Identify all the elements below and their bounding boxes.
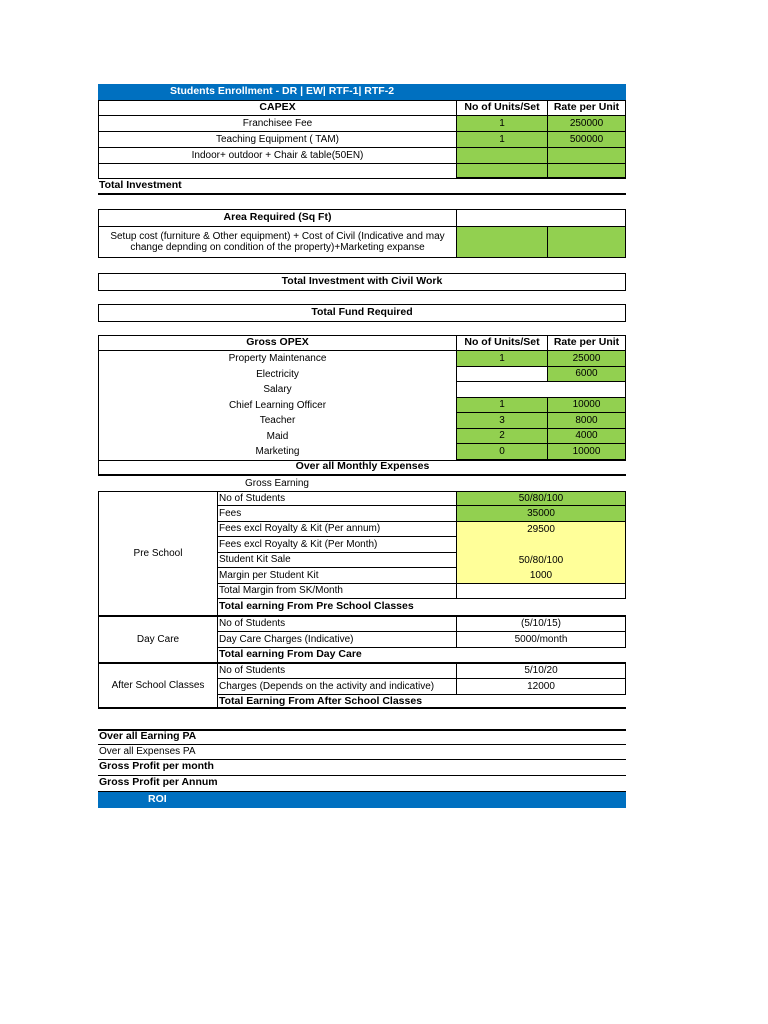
opex-rate[interactable]: 25000 bbox=[547, 351, 626, 367]
preschool-total-label: Total earning From Pre School Classes bbox=[217, 599, 626, 615]
opex-units[interactable]: 3 bbox=[456, 413, 547, 429]
opex-row bbox=[98, 351, 626, 367]
preschool-row-label: No of Students bbox=[217, 491, 456, 507]
preschool-row-value[interactable]: 1000 bbox=[456, 568, 626, 584]
preschool-row bbox=[217, 568, 626, 584]
capex-header-row bbox=[98, 100, 626, 116]
preschool-label: Pre School bbox=[98, 491, 217, 615]
capex-label: Franchisee Fee bbox=[98, 116, 456, 132]
total-investment-row bbox=[98, 178, 626, 195]
opex-row bbox=[98, 413, 626, 429]
afterschool-total-label: Total Earning From After School Classes bbox=[217, 695, 626, 709]
daycare-row bbox=[217, 617, 626, 633]
setup-cost-rate[interactable] bbox=[547, 227, 626, 258]
civil-row bbox=[98, 273, 626, 291]
capex-units[interactable] bbox=[456, 164, 547, 178]
preschool-row-value[interactable]: 50/80/100 bbox=[456, 491, 626, 507]
area-row bbox=[98, 209, 626, 227]
daycare-total-label: Total earning From Day Care bbox=[217, 648, 626, 662]
opex-label: Marketing bbox=[98, 444, 456, 460]
preschool-row-label: Margin per Student Kit bbox=[217, 568, 456, 584]
capex-rate-header: Rate per Unit bbox=[547, 100, 626, 116]
fund-label: Total Fund Required bbox=[98, 304, 626, 322]
afterschool-row-value[interactable]: 12000 bbox=[456, 679, 626, 695]
capex-row bbox=[98, 164, 626, 178]
gp-month-row bbox=[98, 760, 626, 776]
monthly-expenses-row bbox=[98, 460, 626, 476]
daycare-row-value[interactable]: (5/10/15) bbox=[456, 617, 626, 633]
afterschool-row bbox=[217, 679, 626, 695]
opex-units-header: No of Units/Set bbox=[456, 335, 547, 351]
preschool-row-label: Fees bbox=[217, 506, 456, 522]
preschool-row-label: Fees excl Royalty & Kit (Per Month) bbox=[217, 537, 456, 553]
roi-label: ROI bbox=[98, 792, 626, 808]
daycare-row bbox=[217, 632, 626, 648]
fund-row bbox=[98, 304, 626, 322]
sheet-title: Students Enrollment - DR | EW| RTF-1| RTF-2 bbox=[98, 84, 626, 100]
opex-units[interactable] bbox=[456, 367, 547, 383]
opex-units[interactable] bbox=[456, 382, 626, 398]
capex-rate[interactable]: 250000 bbox=[547, 116, 626, 132]
capex-title: CAPEX bbox=[98, 100, 456, 116]
daycare-total-row bbox=[217, 648, 626, 662]
opex-row bbox=[98, 398, 626, 414]
opex-label: Salary bbox=[98, 382, 456, 398]
capex-row bbox=[98, 148, 626, 164]
area-title: Area Required (Sq Ft) bbox=[98, 209, 456, 227]
preschool-row bbox=[217, 522, 626, 538]
afterschool-row bbox=[217, 664, 626, 680]
total-investment-label: Total Investment bbox=[98, 178, 626, 195]
opex-label: Property Maintenance bbox=[98, 351, 456, 367]
capex-rate[interactable] bbox=[547, 164, 626, 178]
opex-label: Teacher bbox=[98, 413, 456, 429]
capex-label bbox=[98, 164, 456, 178]
preschool-block bbox=[98, 491, 626, 615]
summary-earning-label: Over all Earning PA bbox=[98, 729, 626, 745]
afterschool-label: After School Classes bbox=[98, 664, 217, 707]
capex-label: Teaching Equipment ( TAM) bbox=[98, 132, 456, 148]
opex-units[interactable]: 1 bbox=[456, 351, 547, 367]
daycare-label: Day Care bbox=[98, 617, 217, 662]
preschool-row-label: Student Kit Sale bbox=[217, 553, 456, 569]
capex-units-header: No of Units/Set bbox=[456, 100, 547, 116]
setup-cost-line2: change depnding on condition of the property)+Marketing expanse bbox=[130, 242, 425, 253]
header-row bbox=[98, 84, 626, 100]
preschool-row-value[interactable] bbox=[456, 537, 626, 553]
opex-row bbox=[98, 382, 626, 398]
opex-rate[interactable]: 4000 bbox=[547, 429, 626, 445]
capex-label: Indoor+ outdoor + Chair & table(50EN) bbox=[98, 148, 456, 164]
preschool-row bbox=[217, 491, 626, 507]
opex-label: Maid bbox=[98, 429, 456, 445]
preschool-row-value[interactable] bbox=[456, 584, 626, 600]
afterschool-rows bbox=[217, 664, 626, 709]
daycare-rows bbox=[217, 617, 626, 662]
gp-month-label: Gross Profit per month bbox=[98, 760, 626, 776]
opex-rate[interactable]: 8000 bbox=[547, 413, 626, 429]
opex-rate[interactable]: 10000 bbox=[547, 444, 626, 460]
summary-expenses-label: Over all Expenses PA bbox=[98, 745, 626, 760]
opex-units[interactable]: 2 bbox=[456, 429, 547, 445]
opex-rate[interactable]: 10000 bbox=[547, 398, 626, 414]
capex-rate[interactable] bbox=[547, 148, 626, 164]
capex-rate[interactable]: 500000 bbox=[547, 132, 626, 148]
gp-annum-row bbox=[98, 776, 626, 792]
afterschool-total-row bbox=[217, 695, 626, 709]
capex-row bbox=[98, 132, 626, 148]
setup-cost-line1: Setup cost (furniture & Other equipment) + Cost of Civil (Indicative and may bbox=[110, 231, 445, 242]
spreadsheet bbox=[98, 84, 626, 808]
opex-title: Gross OPEX bbox=[98, 335, 456, 351]
opex-units[interactable]: 0 bbox=[456, 444, 547, 460]
preschool-row-label: Fees excl Royalty & Kit (Per annum) bbox=[217, 522, 456, 538]
preschool-row-value[interactable]: 50/80/100 bbox=[456, 553, 626, 569]
opex-label: Chief Learning Officer bbox=[98, 398, 456, 414]
preschool-row-value[interactable]: 29500 bbox=[456, 522, 626, 538]
daycare-row-label: No of Students bbox=[217, 617, 456, 633]
capex-units[interactable] bbox=[456, 148, 547, 164]
gp-annum-label: Gross Profit per Annum bbox=[98, 776, 626, 792]
preschool-row-value[interactable]: 35000 bbox=[456, 506, 626, 522]
civil-label: Total Investment with Civil Work bbox=[98, 273, 626, 291]
setup-cost-label bbox=[98, 227, 456, 258]
summary-expenses-row bbox=[98, 745, 626, 760]
preschool-row bbox=[217, 506, 626, 522]
capex-row bbox=[98, 116, 626, 132]
opex-row bbox=[98, 444, 626, 460]
afterschool-row-label: No of Students bbox=[217, 664, 456, 680]
preschool-row bbox=[217, 584, 626, 600]
preschool-row bbox=[217, 537, 626, 553]
opex-header-row bbox=[98, 335, 626, 351]
daycare-row-label: Day Care Charges (Indicative) bbox=[217, 632, 456, 648]
preschool-row bbox=[217, 553, 626, 569]
summary-earning-row bbox=[98, 729, 626, 745]
daycare-row-value[interactable]: 5000/month bbox=[456, 632, 626, 648]
capex-units[interactable]: 1 bbox=[456, 132, 547, 148]
opex-units[interactable]: 1 bbox=[456, 398, 547, 414]
monthly-expenses-label: Over all Monthly Expenses bbox=[98, 460, 626, 476]
afterschool-row-value[interactable]: 5/10/20 bbox=[456, 664, 626, 680]
opex-rate-header: Rate per Unit bbox=[547, 335, 626, 351]
preschool-row-label: Total Margin from SK/Month bbox=[217, 584, 456, 600]
preschool-rows bbox=[217, 491, 626, 615]
afterschool-row-label: Charges (Depends on the activity and indicative) bbox=[217, 679, 456, 695]
capex-units[interactable]: 1 bbox=[456, 116, 547, 132]
opex-row bbox=[98, 367, 626, 383]
preschool-total-row bbox=[217, 599, 626, 615]
daycare-block bbox=[98, 615, 626, 662]
roi-row bbox=[98, 792, 626, 808]
gross-earning-row bbox=[98, 476, 626, 491]
opex-row bbox=[98, 429, 626, 445]
setup-cost-row bbox=[98, 227, 626, 258]
gross-earning-title: Gross Earning bbox=[245, 477, 309, 489]
opex-rate[interactable]: 6000 bbox=[547, 367, 626, 383]
opex-label: Electricity bbox=[98, 367, 456, 383]
area-value[interactable] bbox=[456, 209, 626, 227]
setup-cost-units[interactable] bbox=[456, 227, 547, 258]
afterschool-block bbox=[98, 662, 626, 709]
